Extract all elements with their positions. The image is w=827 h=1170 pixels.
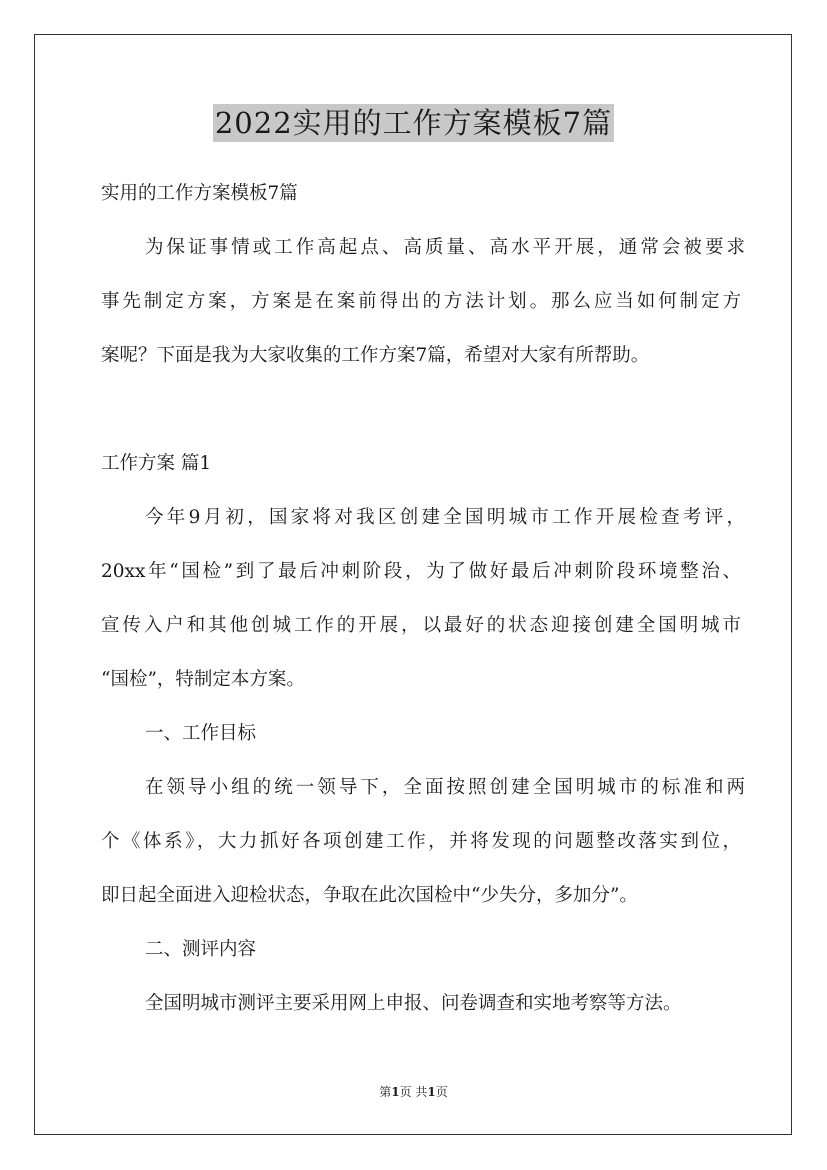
footer-mid: 页 共 xyxy=(399,1085,428,1099)
document-subtitle: 实用的工作方案模板7篇 xyxy=(101,183,298,204)
part1-line-1: 在领导小组的统一领导下，全面按照创建全国明城市的标准和两 xyxy=(145,777,745,798)
intro-line-2: 事先制定方案，方案是在案前得出的方法计划。那么应当如何制定方 xyxy=(101,291,741,312)
section1-heading: 工作方案 篇1 xyxy=(101,453,212,474)
part2-heading: 二、测评内容 xyxy=(145,939,257,960)
section1-line-1: 今年9月初，国家将对我区创建全国明城市工作开展检查考评， xyxy=(145,507,745,528)
part1-heading: 一、工作目标 xyxy=(145,723,257,744)
intro-line-1: 为保证事情或工作高起点、高质量、高水平开展，通常会被要求 xyxy=(145,237,745,258)
page-footer xyxy=(0,1084,827,1100)
footer-total-pages: 1 xyxy=(427,1085,436,1099)
part1-line-3: 即日起全面进入迎检状态，争取在此次国检中“少失分，多加分”。 xyxy=(101,885,638,906)
section1-line-2: 20xx年“国检”到了最后冲刺阶段，为了做好最后冲刺阶段环境整治、 xyxy=(101,561,741,582)
footer-current-page: 1 xyxy=(391,1085,400,1099)
footer-prefix: 第 xyxy=(379,1085,392,1099)
part1-line-2: 个《体系》，大力抓好各项创建工作，并将发现的问题整改落实到位， xyxy=(101,831,741,852)
document-title xyxy=(0,102,827,142)
intro-line-3: 案呢？下面是我为大家收集的工作方案7篇，希望对大家有所帮助。 xyxy=(101,345,650,366)
section1-line-4: “国检”，特制定本方案。 xyxy=(101,669,305,690)
section1-line-3: 宣传入户和其他创城工作的开展，以最好的状态迎接创建全国明城市 xyxy=(101,615,741,636)
document-title-text: 2022实用的工作方案模板7篇 xyxy=(214,106,613,140)
part2-line-1: 全国明城市测评主要采用网上申报、问卷调查和实地考察等方法。 xyxy=(145,993,682,1014)
footer-suffix: 页 xyxy=(435,1085,448,1099)
